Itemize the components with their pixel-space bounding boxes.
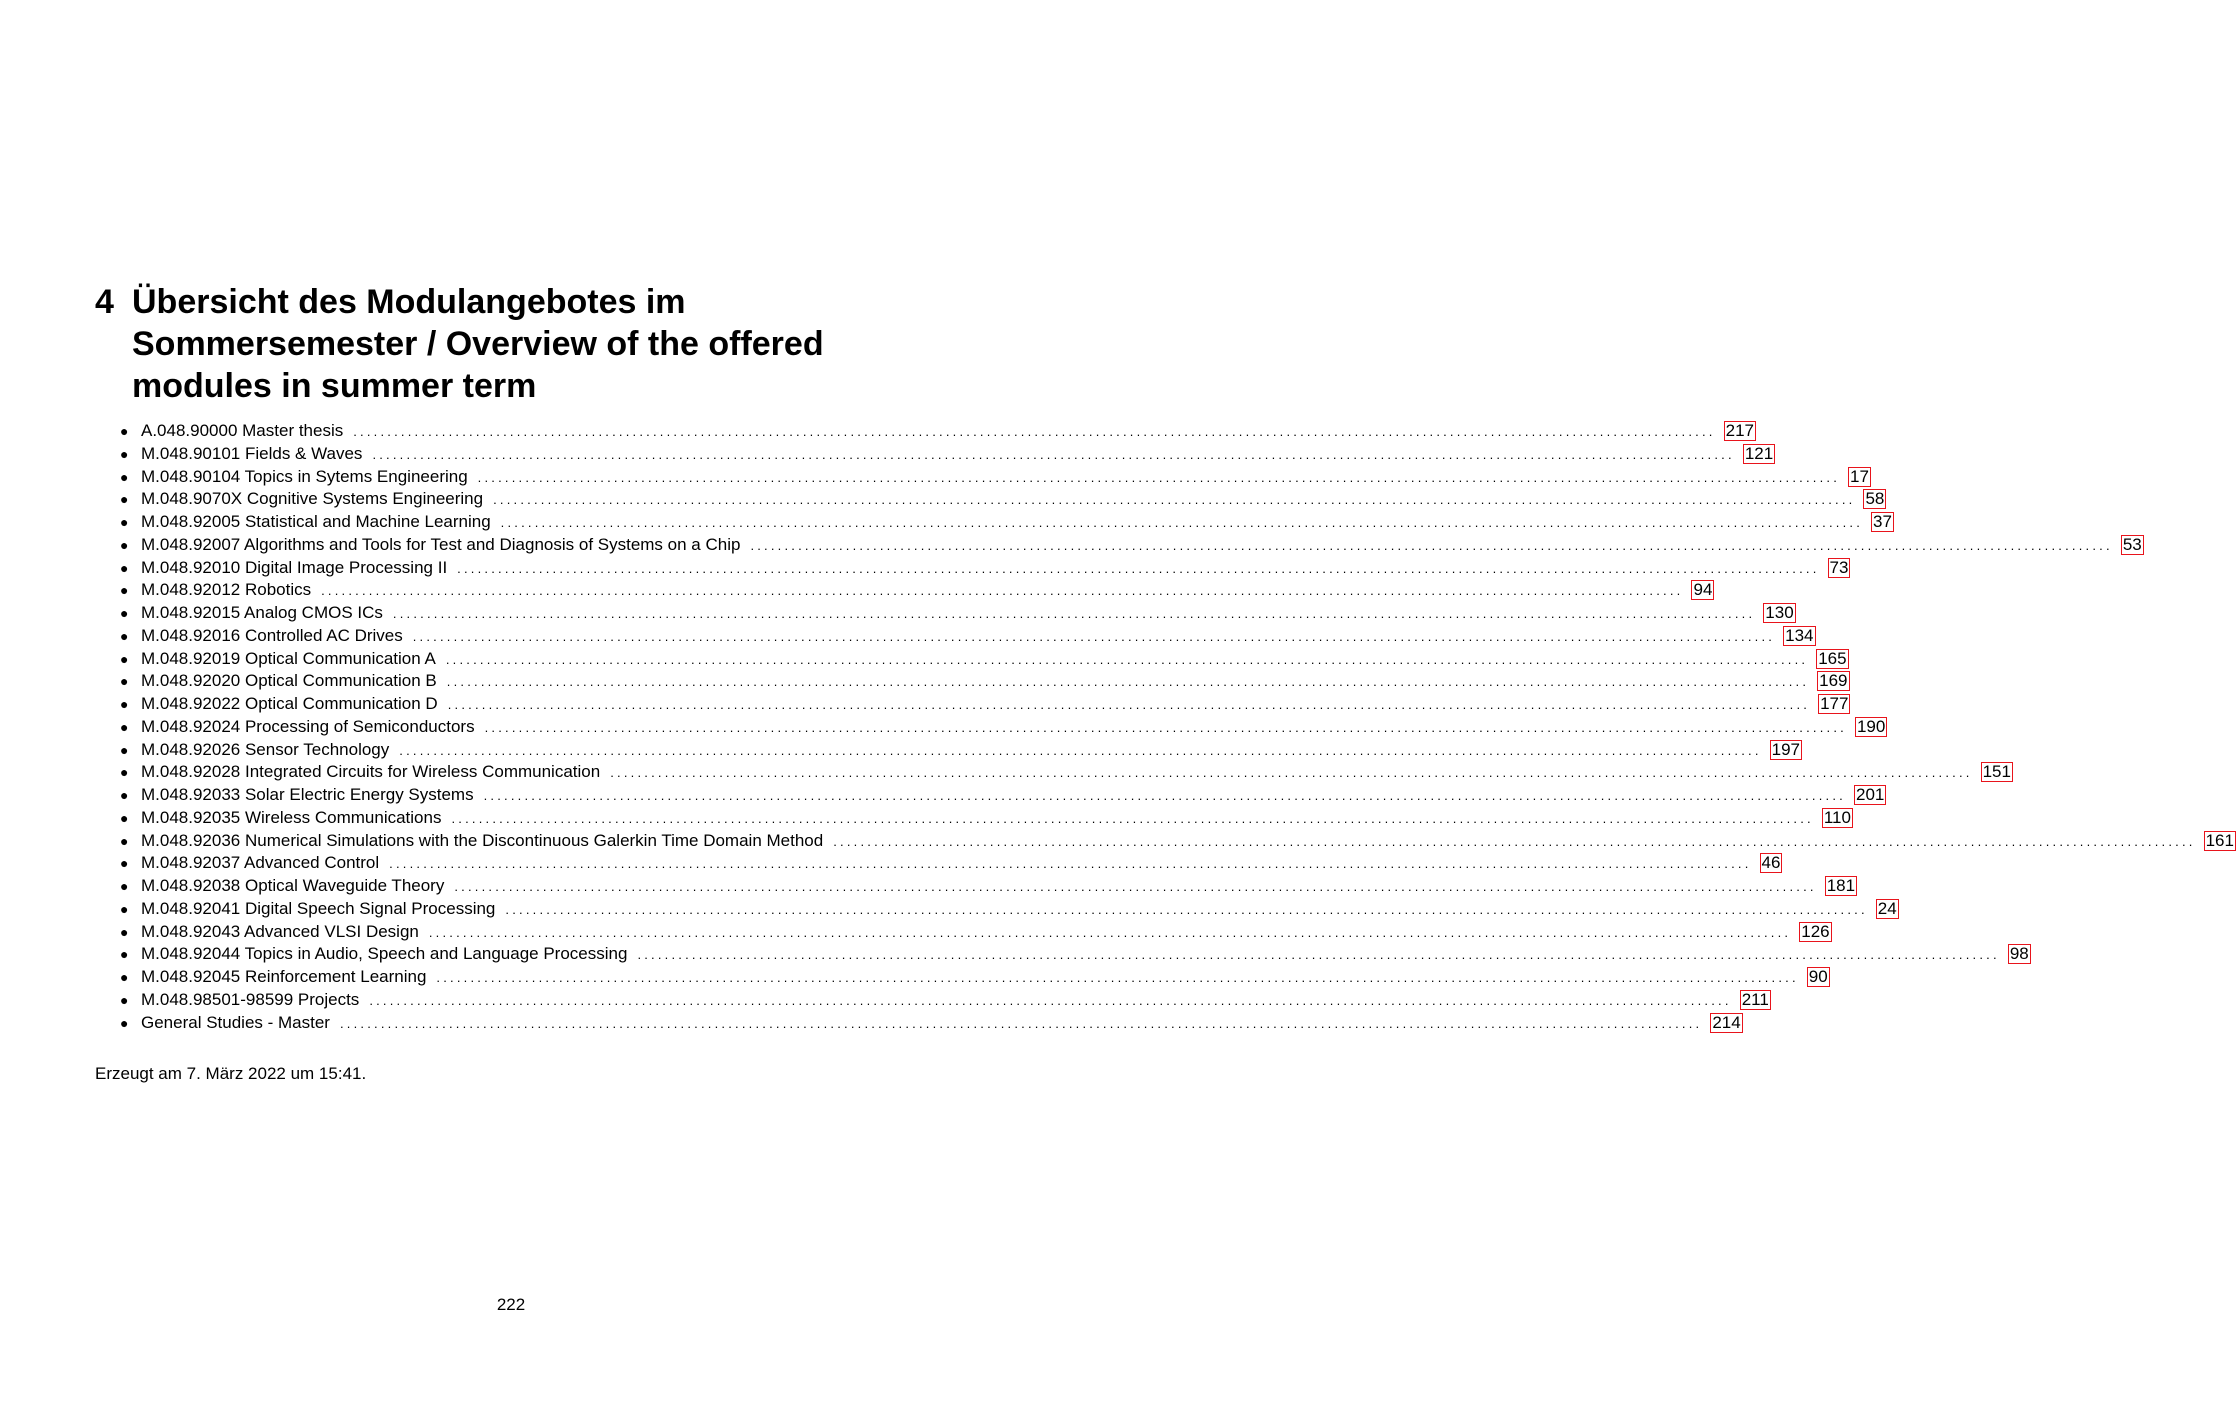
chapter-number: 4	[95, 282, 114, 321]
dot-leader: ........................................................................................................................................................................................................	[505, 901, 1868, 917]
toc-entry-label: M.048.92036 Numerical Simulations with the Discontinuous Galerkin Time Domain Method	[141, 830, 824, 850]
toc-page-link[interactable]: 165	[1818, 648, 1847, 668]
toc-entry-label: A.048.90000 Master thesis	[141, 421, 344, 440]
dot-leader: ........................................................................................................................................................................................................	[483, 788, 1846, 803]
bullet-icon: ●	[120, 559, 129, 576]
dot-leader: ........................................................................................................................................................................................................	[339, 1015, 1703, 1031]
toc-entry-label: M.048.92044 Topics in Audio, Speech and Language Processing	[141, 944, 628, 964]
toc-page-link[interactable]: 181	[1826, 876, 1856, 895]
toc-page-link[interactable]: 214	[1712, 1012, 1741, 1032]
dot-leader: ........................................................................................................................................................................................................	[445, 651, 1809, 667]
toc-entry	[120, 670, 1848, 693]
bullet-icon: ●	[120, 650, 129, 667]
toc-page-link[interactable]: 24	[1877, 898, 1897, 918]
toc-entry	[120, 488, 1885, 511]
toc-entry	[120, 921, 1830, 944]
bullet-icon: ●	[120, 1014, 129, 1031]
toc-page-link[interactable]: 134	[1785, 625, 1814, 645]
dot-leader: ........................................................................................................................................................................................................	[446, 674, 1810, 690]
toc-entry-label: M.048.92041 Digital Speech Signal Processing	[141, 898, 496, 918]
bullet-icon: ●	[120, 627, 129, 644]
bullet-icon: ●	[120, 832, 129, 849]
dot-leader: ........................................................................................................................................................................................................	[372, 446, 1735, 462]
toc-entry	[120, 784, 1885, 807]
dot-leader: ........................................................................................................................................................................................................	[392, 606, 1756, 621]
bullet-icon: ●	[120, 423, 129, 439]
toc-entry	[120, 602, 1794, 625]
toc-page-link[interactable]: 201	[1855, 785, 1885, 804]
toc-page-link[interactable]: 197	[1771, 739, 1801, 759]
bullet-icon: ●	[120, 605, 129, 621]
toc-entry	[120, 625, 1814, 648]
bullet-icon: ●	[120, 855, 129, 872]
toc-page-link[interactable]: 53	[2122, 534, 2142, 554]
toc-entry	[120, 511, 1892, 534]
toc-entry-label: M.048.92033 Solar Electric Energy Systems	[141, 785, 474, 804]
bullet-icon: ●	[120, 718, 129, 735]
toc-entry-label: M.048.9070X Cognitive Systems Engineering	[141, 489, 484, 509]
toc-entry	[120, 989, 1769, 1012]
dot-leader: ........................................................................................................................................................................................................	[436, 970, 1799, 985]
dot-leader: ........................................................................................................................................................................................................	[447, 697, 1811, 712]
toc-entry	[120, 898, 1897, 921]
toc-entry	[120, 761, 2011, 784]
chapter-heading	[95, 281, 955, 407]
toc-entry-label: M.048.92043 Advanced VLSI Design	[141, 921, 419, 941]
toc-entry	[120, 739, 1801, 762]
dot-leader: ........................................................................................................................................................................................................	[750, 537, 2113, 553]
toc-entry	[120, 534, 2142, 557]
toc-entry	[120, 852, 1781, 875]
toc-entry	[120, 557, 1849, 580]
toc-page-link[interactable]: 130	[1765, 603, 1794, 622]
toc-entry	[120, 875, 1856, 898]
toc-page-link[interactable]: 58	[1865, 489, 1885, 509]
dot-leader: ........................................................................................................................................................................................................	[321, 583, 1684, 599]
toc-page-link[interactable]: 110	[1823, 807, 1851, 827]
chapter-title: Übersicht des Modulangebotes im Sommersemester / Overview of the offered modules in summer term	[132, 282, 824, 405]
toc-page-link[interactable]: 190	[1856, 716, 1886, 736]
toc-entry-label: M.048.92015 Analog CMOS ICs	[141, 603, 383, 622]
toc-page-link[interactable]: 161	[2205, 830, 2234, 850]
toc-entry	[120, 830, 2234, 853]
dot-leader: ........................................................................................................................................................................................................	[833, 833, 2196, 849]
toc-entry-label: M.048.92026 Sensor Technology	[141, 739, 390, 759]
dot-leader: ........................................................................................................................................................................................................	[457, 560, 1820, 576]
dot-leader: ........................................................................................................................................................................................................	[477, 469, 1841, 485]
toc-page-link[interactable]: 73	[1829, 557, 1849, 577]
toc-entry-label: M.048.92010 Digital Image Processing II	[141, 557, 448, 577]
bullet-icon: ●	[120, 491, 129, 508]
dot-leader: ........................................................................................................................................................................................................	[353, 424, 1716, 439]
bullet-icon: ●	[120, 696, 129, 712]
toc-page-link[interactable]: 217	[1725, 421, 1754, 440]
dot-leader: ........................................................................................................................................................................................................	[500, 515, 1864, 530]
dot-leader: ........................................................................................................................................................................................................	[493, 492, 1856, 508]
toc-entry-label: M.048.92012 Robotics	[141, 580, 312, 600]
dot-leader: ........................................................................................................................................................................................................	[399, 742, 1762, 758]
toc-entry	[120, 966, 1828, 989]
toc-entry-label: M.048.92022 Optical Communication D	[141, 694, 438, 713]
toc-page-link[interactable]: 90	[1808, 967, 1828, 986]
toc-page-link[interactable]: 211	[1741, 989, 1769, 1009]
bullet-icon: ●	[120, 673, 129, 690]
toc-entry-label: M.048.90104 Topics in Sytems Engineering	[141, 466, 468, 486]
bullet-icon: ●	[120, 923, 129, 940]
toc-page-link[interactable]: 98	[2009, 944, 2029, 964]
toc-entry	[120, 579, 1713, 602]
bullet-icon: ●	[120, 991, 129, 1008]
toc-entry-label: M.048.92005 Statistical and Machine Learning	[141, 512, 491, 531]
dot-leader: ........................................................................................................................................................................................................	[412, 628, 1776, 644]
toc-page-link[interactable]: 169	[1819, 671, 1848, 691]
toc-entry-label: M.048.92007 Algorithms and Tools for Test and Diagnosis of Systems on a Chip	[141, 534, 741, 554]
toc-page-link[interactable]: 46	[1761, 853, 1781, 873]
dot-leader: ........................................................................................................................................................................................................	[369, 992, 1732, 1008]
bullet-icon: ●	[120, 764, 129, 781]
dot-leader: ........................................................................................................................................................................................................	[454, 879, 1817, 894]
bullet-icon: ●	[120, 445, 129, 462]
toc-entry-label: M.048.92045 Reinforcement Learning	[141, 967, 427, 986]
toc-entry-label: M.048.92035 Wireless Communications	[141, 807, 442, 827]
toc-entry	[120, 466, 1869, 489]
dot-leader: ........................................................................................................................................................................................................	[428, 924, 1792, 940]
toc-page-link[interactable]: 94	[1693, 580, 1713, 600]
toc-entry	[120, 943, 2029, 966]
toc-entry-label: M.048.92028 Integrated Circuits for Wireless Communication	[141, 762, 601, 782]
toc-entry-label: M.048.92019 Optical Communication A	[141, 648, 436, 668]
toc-page-link[interactable]: 177	[1820, 694, 1849, 713]
bullet-icon: ●	[120, 878, 129, 894]
bullet-icon: ●	[120, 787, 129, 803]
toc-entry-label: M.048.92037 Advanced Control	[141, 853, 380, 873]
bullet-icon: ●	[120, 536, 129, 553]
toc-entry-label: M.048.90101 Fields & Waves	[141, 443, 363, 463]
toc-entry-label: M.048.92020 Optical Communication B	[141, 671, 437, 691]
toc-entry	[120, 693, 1849, 716]
dot-leader: ........................................................................................................................................................................................................	[389, 856, 1752, 872]
bullet-icon: ●	[120, 900, 129, 917]
page-number: 222	[496, 1295, 526, 1314]
toc-entry-label: General Studies - Master	[141, 1012, 330, 1032]
toc-entry	[120, 443, 1774, 466]
bullet-icon: ●	[120, 969, 129, 985]
dot-leader: ........................................................................................................................................................................................................	[484, 719, 1847, 735]
dot-leader: ........................................................................................................................................................................................................	[451, 810, 1814, 826]
generated-note: Erzeugt am 7. März 2022 um 15:41.	[95, 1064, 367, 1083]
bullet-icon: ●	[120, 582, 129, 599]
toc-entry	[120, 716, 1886, 739]
module-toc-list	[120, 420, 2234, 1034]
toc-entry-label: M.048.92024 Processing of Semiconductors	[141, 716, 475, 736]
bullet-icon: ●	[120, 809, 129, 826]
toc-entry-label: M.048.92038 Optical Waveguide Theory	[141, 876, 445, 895]
toc-entry-label: M.048.92016 Controlled AC Drives	[141, 625, 403, 645]
toc-entry	[120, 1012, 1741, 1035]
bullet-icon: ●	[120, 741, 129, 758]
bullet-icon: ●	[120, 514, 129, 530]
toc-page-link[interactable]: 126	[1801, 921, 1830, 941]
toc-page-link[interactable]: 17	[1850, 466, 1869, 486]
toc-page-link[interactable]: 151	[1982, 762, 2011, 782]
toc-page-link[interactable]: 37	[1873, 512, 1892, 531]
toc-page-link[interactable]: 121	[1744, 443, 1774, 463]
bullet-icon: ●	[120, 946, 129, 963]
bullet-icon: ●	[120, 468, 129, 485]
toc-entry	[120, 420, 1754, 443]
dot-leader: ........................................................................................................................................................................................................	[637, 947, 2000, 963]
toc-entry	[120, 648, 1847, 671]
toc-entry	[120, 807, 1851, 830]
toc-entry-label: M.048.98501-98599 Projects	[141, 989, 360, 1009]
dot-leader: ........................................................................................................................................................................................................	[610, 765, 1973, 781]
